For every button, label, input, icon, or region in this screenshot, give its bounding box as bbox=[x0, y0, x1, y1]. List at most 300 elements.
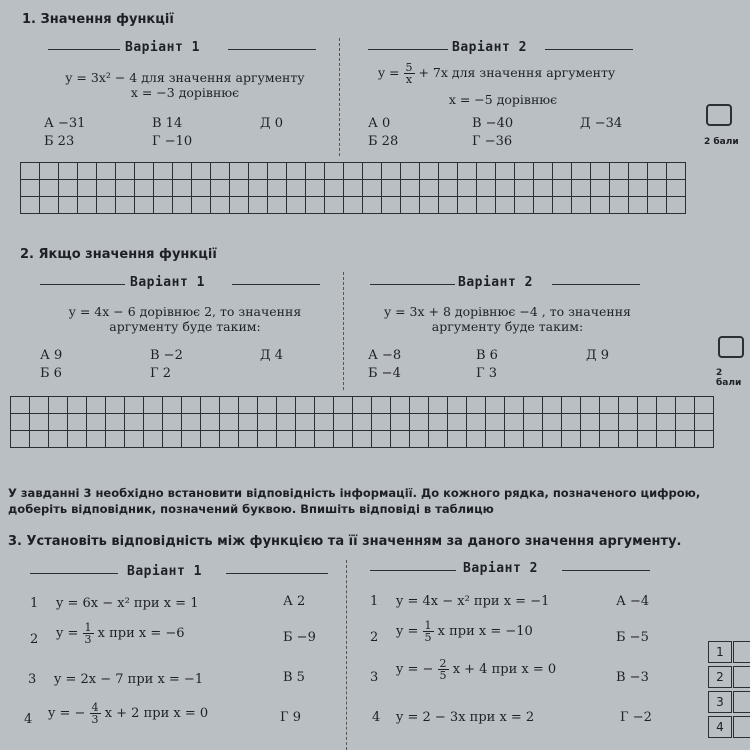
grid-cell[interactable] bbox=[439, 197, 458, 214]
grid-cell[interactable] bbox=[410, 431, 429, 448]
grid-cell[interactable] bbox=[11, 397, 30, 414]
grid-cell[interactable] bbox=[325, 180, 344, 197]
grid-cell[interactable] bbox=[676, 414, 695, 431]
grid-cell[interactable] bbox=[268, 197, 287, 214]
answer-option: Д 9 bbox=[586, 348, 609, 363]
grid-cell[interactable] bbox=[97, 163, 116, 180]
match-row-expression bbox=[396, 658, 556, 681]
grid-cell[interactable] bbox=[344, 163, 363, 180]
grid-cell[interactable] bbox=[648, 197, 667, 214]
grid-cell[interactable] bbox=[163, 431, 182, 448]
grid-cell[interactable] bbox=[353, 431, 372, 448]
grid-cell[interactable] bbox=[391, 397, 410, 414]
grid-cell[interactable] bbox=[296, 414, 315, 431]
grid-cell[interactable] bbox=[543, 414, 562, 431]
task1-v1-condition-line2: x = −3 дорівнює bbox=[130, 85, 240, 100]
grid-cell[interactable] bbox=[363, 163, 382, 180]
match-row-number: 3 bbox=[28, 672, 37, 687]
grid-cell[interactable] bbox=[600, 397, 619, 414]
grid-cell[interactable] bbox=[581, 431, 600, 448]
grid-cell[interactable] bbox=[657, 414, 676, 431]
task1-v2-post: + 7x для значення аргументу bbox=[418, 65, 616, 80]
grid-cell[interactable] bbox=[638, 431, 657, 448]
grid-cell[interactable] bbox=[695, 431, 714, 448]
grid-cell[interactable] bbox=[600, 431, 619, 448]
grid-cell[interactable] bbox=[334, 414, 353, 431]
grid-cell[interactable] bbox=[572, 180, 591, 197]
grid-cell[interactable] bbox=[363, 180, 382, 197]
match-answer: В −3 bbox=[616, 670, 649, 685]
grid-cell[interactable] bbox=[201, 431, 220, 448]
grid-cell[interactable] bbox=[325, 163, 344, 180]
fraction-numerator: 1 bbox=[424, 619, 432, 632]
grid-cell[interactable] bbox=[486, 397, 505, 414]
match-row-expression bbox=[56, 622, 185, 645]
answer-option: В −40 bbox=[472, 116, 514, 131]
grid-cell[interactable] bbox=[477, 180, 496, 197]
grid-cell[interactable] bbox=[695, 414, 714, 431]
grid-cell[interactable] bbox=[192, 163, 211, 180]
grid-cell[interactable] bbox=[553, 163, 572, 180]
grid-cell[interactable] bbox=[524, 431, 543, 448]
grid-cell[interactable] bbox=[458, 197, 477, 214]
grid-cell[interactable] bbox=[382, 163, 401, 180]
grid-cell[interactable] bbox=[619, 414, 638, 431]
answer-grid[interactable] bbox=[20, 162, 686, 214]
grid-cell[interactable] bbox=[287, 180, 306, 197]
grid-cell[interactable] bbox=[211, 163, 230, 180]
grid-cell[interactable] bbox=[429, 431, 448, 448]
grid-cell[interactable] bbox=[629, 180, 648, 197]
grid-cell[interactable] bbox=[296, 397, 315, 414]
grid-cell[interactable] bbox=[648, 180, 667, 197]
grid-cell[interactable] bbox=[306, 180, 325, 197]
grid-cell[interactable] bbox=[163, 397, 182, 414]
grid-cell[interactable] bbox=[581, 397, 600, 414]
fraction-denominator: 5 bbox=[439, 669, 447, 682]
grid-cell[interactable] bbox=[106, 431, 125, 448]
grid-cell[interactable] bbox=[106, 397, 125, 414]
task2-v2-condition-line2: аргументу буде таким: bbox=[431, 319, 584, 334]
grid-cell[interactable] bbox=[448, 397, 467, 414]
answer-row-label: 3 bbox=[708, 691, 732, 713]
task1-v1-condition bbox=[40, 70, 330, 100]
variant-rule bbox=[40, 284, 125, 285]
variant-rule bbox=[48, 49, 120, 50]
grid-cell[interactable] bbox=[591, 163, 610, 180]
grid-cell[interactable] bbox=[553, 180, 572, 197]
grid-cell[interactable] bbox=[239, 431, 258, 448]
match-row-number: 1 bbox=[370, 594, 379, 609]
expr-post: x при x = −10 bbox=[437, 624, 533, 639]
grid-cell[interactable] bbox=[372, 414, 391, 431]
grid-cell[interactable] bbox=[420, 163, 439, 180]
answer-option: Г −10 bbox=[152, 134, 193, 149]
grid-cell[interactable] bbox=[591, 197, 610, 214]
task3-variant1-title: Варіант 1 bbox=[127, 564, 202, 579]
grid-cell[interactable] bbox=[505, 397, 524, 414]
grid-cell[interactable] bbox=[154, 197, 173, 214]
grid-cell[interactable] bbox=[505, 414, 524, 431]
score-box[interactable] bbox=[718, 336, 744, 358]
grid-cell[interactable] bbox=[68, 397, 87, 414]
instructions-line1: У завданні 3 необхідно встановити відповідність інформації. До кожного рядка, позначеного цифрою, bbox=[8, 486, 701, 500]
grid-cell[interactable] bbox=[182, 414, 201, 431]
fraction-denominator: 3 bbox=[91, 713, 99, 726]
match-answer: Г −2 bbox=[620, 710, 652, 725]
grid-cell[interactable] bbox=[30, 414, 49, 431]
grid-cell[interactable] bbox=[315, 431, 334, 448]
grid-cell[interactable] bbox=[125, 414, 144, 431]
grid-cell[interactable] bbox=[496, 180, 515, 197]
variant-rule bbox=[562, 570, 650, 571]
grid-cell[interactable] bbox=[97, 180, 116, 197]
variant-rule bbox=[228, 49, 316, 50]
grid-cell[interactable] bbox=[211, 180, 230, 197]
grid-cell[interactable] bbox=[401, 180, 420, 197]
grid-cell[interactable] bbox=[667, 180, 686, 197]
grid-cell[interactable] bbox=[116, 163, 135, 180]
grid-cell[interactable] bbox=[49, 414, 68, 431]
task3-variant2-title: Варіант 2 bbox=[463, 561, 538, 576]
grid-cell[interactable] bbox=[581, 414, 600, 431]
grid-cell[interactable] bbox=[106, 414, 125, 431]
grid-cell[interactable] bbox=[68, 414, 87, 431]
grid-cell[interactable] bbox=[410, 414, 429, 431]
variant-rule bbox=[30, 573, 118, 574]
expr-post: x + 4 при x = 0 bbox=[452, 662, 557, 677]
grid-cell[interactable] bbox=[30, 431, 49, 448]
grid-cell[interactable] bbox=[182, 397, 201, 414]
grid-cell[interactable] bbox=[676, 431, 695, 448]
fraction-denominator: x bbox=[405, 73, 413, 86]
grid-cell[interactable] bbox=[144, 397, 163, 414]
answer-option: А −8 bbox=[368, 348, 402, 363]
task2-variant2-title: Варіант 2 bbox=[458, 275, 533, 290]
grid-cell[interactable] bbox=[391, 431, 410, 448]
variant-rule bbox=[368, 49, 448, 50]
grid-cell[interactable] bbox=[429, 397, 448, 414]
grid-cell[interactable] bbox=[572, 163, 591, 180]
match-row-number: 4 bbox=[24, 712, 33, 727]
grid-cell[interactable] bbox=[562, 414, 581, 431]
grid-cell[interactable] bbox=[220, 431, 239, 448]
match-answer: А −4 bbox=[616, 594, 650, 609]
grid-cell[interactable] bbox=[572, 197, 591, 214]
grid-cell[interactable] bbox=[344, 180, 363, 197]
grid-cell[interactable] bbox=[534, 197, 553, 214]
grid-cell[interactable] bbox=[619, 397, 638, 414]
grid-cell[interactable] bbox=[420, 197, 439, 214]
variant-rule bbox=[545, 49, 633, 50]
grid-cell[interactable] bbox=[676, 397, 695, 414]
match-row-expression: y = 6x − x² при x = 1 bbox=[56, 596, 199, 611]
grid-cell[interactable] bbox=[249, 197, 268, 214]
grid-cell[interactable] bbox=[125, 431, 144, 448]
match-row-number: 1 bbox=[30, 596, 39, 611]
grid-cell[interactable] bbox=[657, 431, 676, 448]
grid-cell[interactable] bbox=[268, 163, 287, 180]
grid-cell[interactable] bbox=[258, 414, 277, 431]
grid-cell[interactable] bbox=[59, 163, 78, 180]
grid-cell[interactable] bbox=[610, 163, 629, 180]
task2-v1-condition-line2: аргументу буде таким: bbox=[109, 319, 261, 334]
answer-row-label: 1 bbox=[708, 641, 732, 663]
grid-cell[interactable] bbox=[439, 163, 458, 180]
grid-cell[interactable] bbox=[420, 180, 439, 197]
grid-cell[interactable] bbox=[144, 414, 163, 431]
grid-cell[interactable] bbox=[59, 180, 78, 197]
grid-cell[interactable] bbox=[315, 414, 334, 431]
grid-cell[interactable] bbox=[277, 431, 296, 448]
answer-option: Б 28 bbox=[368, 134, 399, 149]
grid-cell[interactable] bbox=[87, 397, 106, 414]
grid-cell[interactable] bbox=[173, 180, 192, 197]
answer-option: Д −34 bbox=[580, 116, 623, 131]
grid-cell[interactable] bbox=[353, 414, 372, 431]
answer-option: В 6 bbox=[476, 348, 498, 363]
grid-cell[interactable] bbox=[448, 431, 467, 448]
grid-cell[interactable] bbox=[515, 197, 534, 214]
grid-cell[interactable] bbox=[610, 197, 629, 214]
grid-cell[interactable] bbox=[220, 414, 239, 431]
grid-cell[interactable] bbox=[40, 180, 59, 197]
grid-cell[interactable] bbox=[486, 431, 505, 448]
grid-cell[interactable] bbox=[258, 431, 277, 448]
task2-v1-condition-line1: y = 4x − 6 дорівнює 2, то значення bbox=[68, 304, 302, 319]
grid-cell[interactable] bbox=[496, 197, 515, 214]
grid-cell[interactable] bbox=[600, 414, 619, 431]
answer-cell[interactable] bbox=[733, 641, 750, 663]
grid-cell[interactable] bbox=[629, 197, 648, 214]
grid-cell[interactable] bbox=[667, 163, 686, 180]
answer-cell[interactable] bbox=[733, 666, 750, 688]
variant-rule bbox=[232, 284, 320, 285]
grid-cell[interactable] bbox=[21, 163, 40, 180]
grid-cell[interactable] bbox=[524, 397, 543, 414]
task2-v2-condition-line1: y = 3x + 8 дорівнює −4 , то значення bbox=[384, 304, 631, 319]
grid-cell[interactable] bbox=[230, 163, 249, 180]
grid-cell[interactable] bbox=[287, 163, 306, 180]
task1-variant2-title: Варіант 2 bbox=[452, 40, 527, 55]
grid-cell[interactable] bbox=[49, 397, 68, 414]
grid-cell[interactable] bbox=[116, 180, 135, 197]
answer-option: В −2 bbox=[150, 348, 183, 363]
grid-cell[interactable] bbox=[306, 163, 325, 180]
grid-cell[interactable] bbox=[173, 197, 192, 214]
grid-cell[interactable] bbox=[192, 180, 211, 197]
grid-cell[interactable] bbox=[458, 163, 477, 180]
grid-cell[interactable] bbox=[439, 180, 458, 197]
grid-cell[interactable] bbox=[201, 397, 220, 414]
grid-cell[interactable] bbox=[543, 431, 562, 448]
grid-cell[interactable] bbox=[239, 397, 258, 414]
grid-cell[interactable] bbox=[515, 163, 534, 180]
answer-cell[interactable] bbox=[733, 716, 750, 738]
grid-cell[interactable] bbox=[154, 163, 173, 180]
grid-cell[interactable] bbox=[534, 180, 553, 197]
grid-cell[interactable] bbox=[372, 397, 391, 414]
grid-cell[interactable] bbox=[135, 197, 154, 214]
grid-cell[interactable] bbox=[211, 197, 230, 214]
expr-post: x + 2 при x = 0 bbox=[104, 706, 209, 721]
grid-cell[interactable] bbox=[277, 397, 296, 414]
grid-cell[interactable] bbox=[486, 414, 505, 431]
expr-pre: y = − bbox=[48, 706, 86, 721]
grid-cell[interactable] bbox=[334, 431, 353, 448]
grid-cell[interactable] bbox=[135, 180, 154, 197]
grid-cell[interactable] bbox=[534, 163, 553, 180]
grid-cell[interactable] bbox=[629, 163, 648, 180]
grid-cell[interactable] bbox=[353, 397, 372, 414]
fraction-numerator: 2 bbox=[439, 657, 447, 670]
grid-cell[interactable] bbox=[220, 397, 239, 414]
grid-cell[interactable] bbox=[467, 414, 486, 431]
grid-cell[interactable] bbox=[163, 414, 182, 431]
points-label: 2 бали bbox=[704, 137, 739, 147]
grid-cell[interactable] bbox=[515, 180, 534, 197]
grid-cell[interactable] bbox=[11, 414, 30, 431]
grid-cell[interactable] bbox=[173, 163, 192, 180]
grid-cell[interactable] bbox=[125, 397, 144, 414]
grid-cell[interactable] bbox=[448, 414, 467, 431]
variant-separator bbox=[346, 560, 347, 750]
grid-cell[interactable] bbox=[192, 197, 211, 214]
grid-cell[interactable] bbox=[458, 180, 477, 197]
grid-cell[interactable] bbox=[11, 431, 30, 448]
grid-cell[interactable] bbox=[477, 163, 496, 180]
grid-cell[interactable] bbox=[40, 163, 59, 180]
grid-cell[interactable] bbox=[315, 397, 334, 414]
grid-cell[interactable] bbox=[21, 180, 40, 197]
grid-cell[interactable] bbox=[87, 431, 106, 448]
grid-cell[interactable] bbox=[230, 180, 249, 197]
task1-v2-pre: y = bbox=[378, 65, 400, 80]
grid-cell[interactable] bbox=[325, 197, 344, 214]
expr-fraction bbox=[438, 658, 449, 681]
grid-cell[interactable] bbox=[154, 180, 173, 197]
score-box[interactable] bbox=[706, 104, 732, 126]
answer-option: А −31 bbox=[44, 116, 86, 131]
fraction-denominator: 3 bbox=[84, 633, 92, 646]
grid-cell[interactable] bbox=[657, 397, 676, 414]
grid-cell[interactable] bbox=[401, 163, 420, 180]
task2-variant1-title: Варіант 1 bbox=[130, 275, 205, 290]
answer-option: В 14 bbox=[152, 116, 183, 131]
grid-cell[interactable] bbox=[258, 397, 277, 414]
grid-cell[interactable] bbox=[78, 163, 97, 180]
grid-cell[interactable] bbox=[363, 197, 382, 214]
grid-cell[interactable] bbox=[306, 197, 325, 214]
match-row-number: 2 bbox=[30, 632, 39, 647]
grid-cell[interactable] bbox=[21, 197, 40, 214]
grid-cell[interactable] bbox=[344, 197, 363, 214]
grid-cell[interactable] bbox=[467, 397, 486, 414]
task1-variant1-title: Варіант 1 bbox=[125, 40, 200, 55]
grid-cell[interactable] bbox=[30, 397, 49, 414]
grid-cell[interactable] bbox=[230, 197, 249, 214]
expr-pre: y = − bbox=[396, 662, 434, 677]
fraction-numerator: 1 bbox=[84, 621, 92, 634]
grid-cell[interactable] bbox=[40, 197, 59, 214]
grid-cell[interactable] bbox=[78, 197, 97, 214]
grid-cell[interactable] bbox=[296, 431, 315, 448]
answer-option: А 0 bbox=[368, 116, 391, 131]
grid-cell[interactable] bbox=[382, 180, 401, 197]
grid-cell[interactable] bbox=[429, 414, 448, 431]
grid-cell[interactable] bbox=[391, 414, 410, 431]
match-row-expression: y = 4x − x² при x = −1 bbox=[396, 594, 550, 609]
grid-cell[interactable] bbox=[201, 414, 220, 431]
grid-cell[interactable] bbox=[591, 180, 610, 197]
points-label: 2 бали bbox=[716, 368, 742, 388]
expr-fraction bbox=[423, 620, 434, 643]
grid-cell[interactable] bbox=[638, 397, 657, 414]
grid-cell[interactable] bbox=[182, 431, 201, 448]
grid-cell[interactable] bbox=[144, 431, 163, 448]
expr-pre: y = bbox=[56, 626, 79, 641]
grid-cell[interactable] bbox=[477, 197, 496, 214]
grid-cell[interactable] bbox=[87, 414, 106, 431]
grid-cell[interactable] bbox=[505, 431, 524, 448]
answer-row-label: 4 bbox=[708, 716, 732, 738]
grid-cell[interactable] bbox=[638, 414, 657, 431]
grid-cell[interactable] bbox=[695, 397, 714, 414]
grid-cell[interactable] bbox=[667, 197, 686, 214]
answer-cell[interactable] bbox=[733, 691, 750, 713]
grid-cell[interactable] bbox=[78, 180, 97, 197]
grid-cell[interactable] bbox=[116, 197, 135, 214]
answer-option: Г 2 bbox=[150, 366, 172, 381]
task3-header: 3. Установіть відповідність між функцією та її значенням за даного значення аргументу. bbox=[8, 534, 682, 549]
grid-cell[interactable] bbox=[467, 431, 486, 448]
grid-cell[interactable] bbox=[59, 197, 78, 214]
variant-rule bbox=[370, 284, 455, 285]
variant-separator bbox=[339, 38, 340, 156]
grid-cell[interactable] bbox=[543, 397, 562, 414]
grid-cell[interactable] bbox=[610, 180, 629, 197]
grid-cell[interactable] bbox=[68, 431, 87, 448]
grid-cell[interactable] bbox=[372, 431, 391, 448]
grid-cell[interactable] bbox=[619, 431, 638, 448]
grid-cell[interactable] bbox=[524, 414, 543, 431]
grid-cell[interactable] bbox=[49, 431, 68, 448]
grid-cell[interactable] bbox=[135, 163, 154, 180]
grid-cell[interactable] bbox=[97, 197, 116, 214]
grid-cell[interactable] bbox=[410, 397, 429, 414]
grid-cell[interactable] bbox=[553, 197, 572, 214]
grid-cell[interactable] bbox=[562, 397, 581, 414]
grid-cell[interactable] bbox=[249, 180, 268, 197]
grid-cell[interactable] bbox=[239, 414, 258, 431]
expr-post: x при x = −6 bbox=[97, 626, 185, 641]
instructions-line2: доберіть відповідник, позначений буквою. Впишіть відповіді в таблицю bbox=[8, 502, 494, 516]
grid-cell[interactable] bbox=[401, 197, 420, 214]
grid-cell[interactable] bbox=[249, 163, 268, 180]
grid-cell[interactable] bbox=[287, 197, 306, 214]
grid-cell[interactable] bbox=[277, 414, 296, 431]
grid-cell[interactable] bbox=[382, 197, 401, 214]
grid-cell[interactable] bbox=[562, 431, 581, 448]
grid-cell[interactable] bbox=[496, 163, 515, 180]
task1-header: 1. Значення функції bbox=[22, 12, 174, 27]
expr-fraction bbox=[90, 702, 101, 725]
grid-cell[interactable] bbox=[648, 163, 667, 180]
expr-pre: y = bbox=[396, 624, 419, 639]
grid-cell[interactable] bbox=[334, 397, 353, 414]
answer-grid[interactable] bbox=[10, 396, 714, 448]
grid-cell[interactable] bbox=[268, 180, 287, 197]
